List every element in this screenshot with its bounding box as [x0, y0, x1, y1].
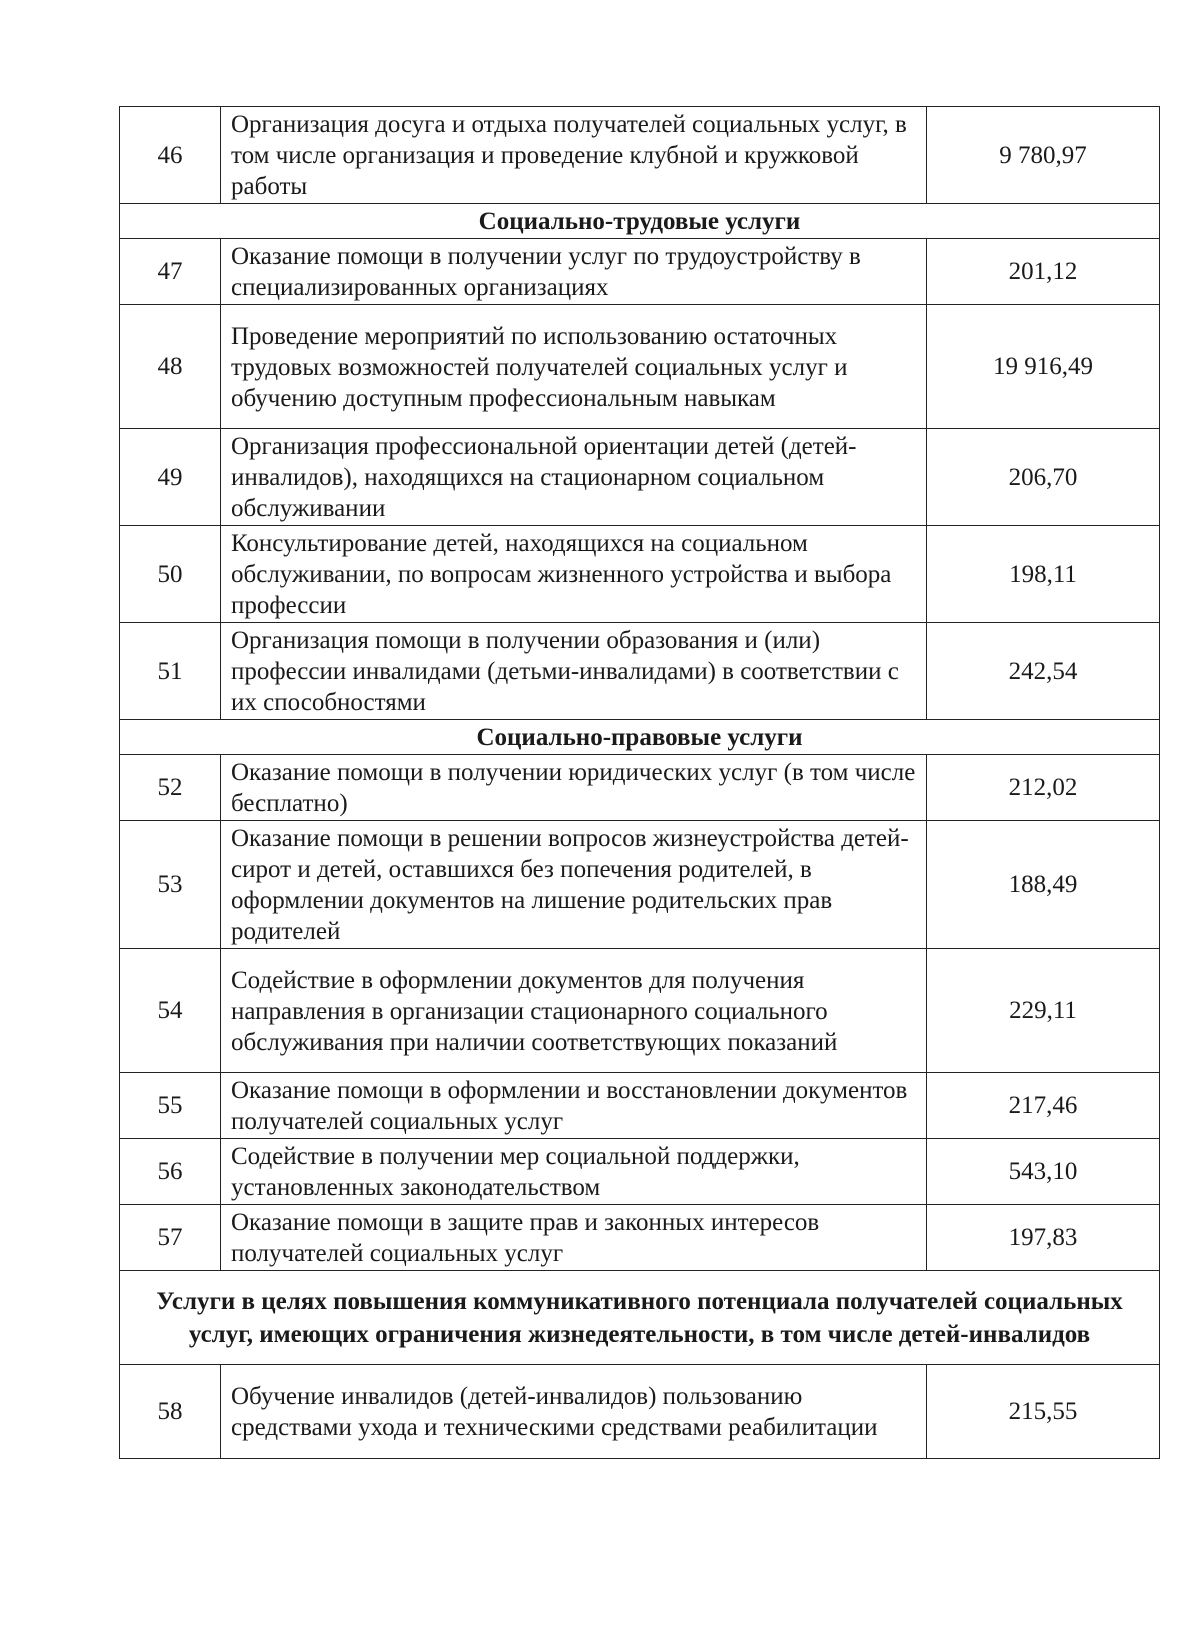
section-title: Социально-трудовые услуги — [120, 204, 1160, 239]
row-number: 48 — [120, 305, 221, 429]
row-number: 49 — [120, 429, 221, 526]
service-name: Организация помощи в получении образования и (или) профессии инвалидами (детьми-инвалидами) в соответствии с их способностями — [221, 623, 927, 720]
table-row — [120, 1139, 1160, 1205]
service-name: Организация профессиональной ориентации детей (детей-инвалидов), находящихся на стационарном социальном обслуживании — [221, 429, 927, 526]
service-name: Консультирование детей, находящихся на социальном обслуживании, по вопросам жизненного устройства и выбора профессии — [221, 526, 927, 623]
table-row — [120, 1073, 1160, 1139]
service-name: Оказание помощи в получении юридических услуг (в том числе бесплатно) — [221, 755, 927, 821]
row-number: 57 — [120, 1205, 221, 1271]
service-price: 229,11 — [927, 949, 1160, 1073]
row-number: 56 — [120, 1139, 221, 1205]
table-row — [120, 755, 1160, 821]
service-name: Оказание помощи в решении вопросов жизнеустройства детей-сирот и детей, оставшихся без попечения родителей, в оформлении документов на лишение родительских прав родителей — [221, 821, 927, 949]
service-name: Оказание помощи в защите прав и законных интересов получателей социальных услуг — [221, 1205, 927, 1271]
table-row — [120, 107, 1160, 204]
row-number: 52 — [120, 755, 221, 821]
table-row — [120, 623, 1160, 720]
service-price: 242,54 — [927, 623, 1160, 720]
row-number: 46 — [120, 107, 221, 204]
row-number: 54 — [120, 949, 221, 1073]
service-name: Оказание помощи в оформлении и восстановлении документов получателей социальных услуг — [221, 1073, 927, 1139]
row-number: 58 — [120, 1365, 221, 1459]
section-title: Социально-правовые услуги — [120, 720, 1160, 755]
section-header-row — [120, 1271, 1160, 1365]
service-price: 206,70 — [927, 429, 1160, 526]
row-number: 55 — [120, 1073, 221, 1139]
table-row — [120, 821, 1160, 949]
service-price: 9 780,97 — [927, 107, 1160, 204]
service-price: 543,10 — [927, 1139, 1160, 1205]
service-name: Обучение инвалидов (детей-инвалидов) пользованию средствами ухода и техническими средствами реабилитации — [221, 1365, 927, 1459]
services-table-body — [120, 107, 1160, 1459]
table-row — [120, 949, 1160, 1073]
service-price: 198,11 — [927, 526, 1160, 623]
service-price: 188,49 — [927, 821, 1160, 949]
service-price: 201,12 — [927, 239, 1160, 305]
service-price: 217,46 — [927, 1073, 1160, 1139]
service-name: Проведение мероприятий по использованию остаточных трудовых возможностей получателей социальных услуг и обучению доступным профессиональным навыкам — [221, 305, 927, 429]
service-price: 215,55 — [927, 1365, 1160, 1459]
service-name: Оказание помощи в получении услуг по трудоустройству в специализированных организациях — [221, 239, 927, 305]
service-name: Содействие в получении мер социальной поддержки, установленных законодательством — [221, 1139, 927, 1205]
table-row — [120, 429, 1160, 526]
section-header-row — [120, 720, 1160, 755]
row-number: 53 — [120, 821, 221, 949]
services-table — [119, 106, 1160, 1459]
row-number: 50 — [120, 526, 221, 623]
service-name: Организация досуга и отдыха получателей социальных услуг, в том числе организация и проведение клубной и кружковой работы — [221, 107, 927, 204]
service-name: Содействие в оформлении документов для получения направления в организации стационарного социального обслуживания при наличии соответствующих показаний — [221, 949, 927, 1073]
row-number: 51 — [120, 623, 221, 720]
section-header-row — [120, 204, 1160, 239]
table-row — [120, 305, 1160, 429]
table-row — [120, 1205, 1160, 1271]
service-price: 197,83 — [927, 1205, 1160, 1271]
service-price: 212,02 — [927, 755, 1160, 821]
row-number: 47 — [120, 239, 221, 305]
section-title: Услуги в целях повышения коммуникативного потенциала получателей социальных услуг, имеющих ограничения жизнедеятельности, в том числе детей-инвалидов — [120, 1271, 1160, 1365]
table-row — [120, 526, 1160, 623]
service-price: 19 916,49 — [927, 305, 1160, 429]
table-row — [120, 239, 1160, 305]
table-row — [120, 1365, 1160, 1459]
